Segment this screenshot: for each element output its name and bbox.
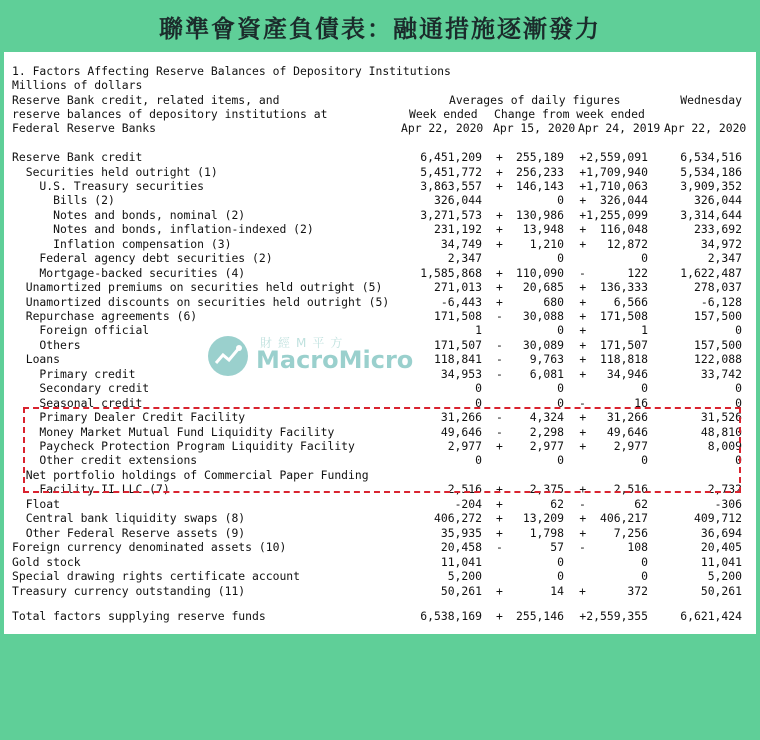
week-value: 11,041 [440, 554, 482, 569]
change-prev-year: +2,559,091 [579, 150, 648, 164]
total-change-prev-year: +2,559,355 [579, 609, 648, 623]
wednesday-value: 278,037 [693, 280, 742, 294]
change-prev-week: 13,209 [522, 511, 564, 526]
wednesday-value: 0 [735, 323, 742, 338]
table-row [4, 352, 756, 367]
wednesday-value: 157,500 [693, 308, 742, 323]
row-label: Float [12, 496, 61, 511]
week-value: 6,451,209 [420, 150, 482, 164]
change-prev-year: +1,709,940 [579, 164, 648, 179]
sign-1: + [496, 439, 503, 453]
table-row [4, 179, 756, 194]
table-row [4, 193, 756, 208]
header-label-line: Federal Reserve Banks [12, 121, 157, 135]
total-change-prev-week: 255,146 [515, 609, 564, 623]
change-prev-week: 256,233 [515, 164, 564, 179]
week-value: 2,516 [447, 482, 482, 497]
sign-1: + [496, 280, 503, 294]
change-prev-week: 2,375 [529, 482, 564, 497]
table-row [4, 208, 756, 223]
change-prev-year: + 406,217 [579, 511, 648, 526]
header-week-ended: Week ended [409, 107, 478, 121]
change-prev-week: 0 [557, 453, 564, 468]
week-value: 3,271,573 [420, 207, 482, 222]
sign-1: + [496, 207, 503, 222]
change-prev-year: + 116,048 [579, 222, 648, 237]
title-banner [0, 0, 760, 52]
row-label: Inflation compensation (3) [12, 236, 232, 251]
change-prev-year: + 2,516 [579, 482, 648, 497]
change-prev-week: 0 [557, 323, 564, 338]
table-row [4, 150, 756, 165]
table-row [4, 540, 756, 555]
row-label: Securities held outright (1) [12, 164, 218, 179]
week-value: 326,044 [433, 193, 482, 208]
change-prev-year: 122 [627, 265, 648, 280]
wednesday-value: 34,972 [700, 236, 742, 251]
week-value: 2,347 [447, 251, 482, 266]
change-prev-year: +1,255,099 [579, 207, 648, 222]
row-label: Foreign official [12, 323, 150, 338]
change-prev-week: 20,685 [522, 280, 564, 294]
change-prev-year: +1,710,063 [579, 178, 648, 193]
sign-1: - [496, 410, 503, 425]
week-value: 1 [475, 323, 482, 338]
header-averages: Averages of daily figures [449, 93, 621, 107]
wednesday-value: 0 [735, 453, 742, 468]
week-value: 5,451,772 [420, 164, 482, 179]
wednesday-value: 157,500 [693, 337, 742, 352]
change-prev-year: 372 [627, 583, 648, 598]
wednesday-value: 122,088 [693, 352, 742, 367]
change-prev-week: 146,143 [515, 178, 564, 193]
sign-1: + [496, 511, 503, 526]
row-label: Loans [12, 352, 61, 367]
week-value: 0 [475, 453, 482, 468]
row-label: Other Federal Reserve assets (9) [12, 525, 246, 540]
table-row [4, 222, 756, 237]
table-row [4, 367, 756, 382]
wednesday-value: 50,261 [700, 583, 742, 598]
row-label: Foreign currency denominated assets (10) [12, 540, 287, 555]
table-row [4, 526, 756, 541]
table-row [4, 584, 756, 599]
change-prev-year: + 49,646 [579, 424, 648, 439]
week-value: 5,200 [447, 569, 482, 583]
change-prev-year: 16 [634, 395, 648, 410]
total-week-value: 6,538,169 [420, 609, 482, 623]
wednesday-value: -306 [714, 496, 742, 511]
wednesday-value: 409,712 [693, 511, 742, 526]
wednesday-value: 11,041 [700, 554, 742, 569]
sign-1: - [496, 366, 503, 381]
table-row [4, 280, 756, 295]
change-prev-week: 62 [550, 496, 564, 511]
week-value: 231,192 [433, 222, 482, 237]
change-prev-week: 6,081 [529, 366, 564, 381]
change-prev-year: 108 [627, 540, 648, 555]
week-value: 31,266 [440, 410, 482, 425]
table-row [4, 511, 756, 526]
change-prev-week: 255,189 [515, 150, 564, 164]
header-change-from: Change from week ended [494, 107, 645, 121]
change-prev-year: 0 [641, 381, 648, 396]
sign-1: + [496, 236, 503, 251]
table-row [4, 381, 756, 396]
table-row [4, 338, 756, 353]
change-prev-year: 0 [641, 569, 648, 583]
table-row [4, 237, 756, 252]
change-prev-year: + 171,508 [579, 308, 648, 323]
wednesday-value: 0 [735, 381, 742, 396]
wednesday-value: -6,128 [700, 294, 742, 309]
week-value: 0 [475, 395, 482, 410]
row-label: Net portfolio holdings of Commercial Paper Funding [12, 467, 369, 482]
header-row-1 [4, 93, 756, 108]
wednesday-value: 20,405 [700, 540, 742, 555]
change-prev-year: + 171,507 [579, 337, 648, 352]
wednesday-value: 5,200 [707, 569, 742, 583]
change-prev-week: 0 [557, 554, 564, 569]
sign-1: + [496, 294, 503, 309]
change-prev-week: 130,986 [515, 207, 564, 222]
row-label: Unamortized premiums on securities held outright (5) [12, 280, 383, 294]
week-value: 34,749 [440, 236, 482, 251]
change-prev-year: + 34,946 [579, 366, 648, 381]
change-prev-year: 0 [641, 554, 648, 569]
week-value: 49,646 [440, 424, 482, 439]
week-value: 2,977 [447, 439, 482, 453]
sign-2: - [579, 265, 586, 280]
sign-1: - [496, 308, 503, 323]
row-label: Reserve Bank credit [12, 150, 143, 164]
header-row-3 [4, 121, 756, 136]
header-date-2: Apr 15, 2020 [493, 121, 576, 135]
page-title: 聯準會資產負債表：融通措施逐漸發力 [159, 14, 601, 43]
row-label: Primary credit [12, 366, 136, 381]
row-label: Secondary credit [12, 381, 150, 396]
change-prev-week: 1,210 [529, 236, 564, 251]
sign-1: + [496, 496, 503, 511]
change-prev-week: 30,088 [522, 308, 564, 323]
wednesday-value: 48,810 [700, 424, 742, 439]
change-prev-year: + 6,566 [579, 294, 648, 309]
wednesday-value: 6,534,516 [680, 150, 742, 164]
table-row [4, 266, 756, 281]
table-row [4, 309, 756, 324]
change-prev-week: 2,977 [529, 439, 564, 453]
row-label: Repurchase agreements (6) [12, 308, 198, 323]
watermark-brand-en: MacroMicro [256, 346, 414, 374]
row-label: Special drawing rights certificate account [12, 569, 301, 583]
section-title: 1. Factors Affecting Reserve Balances of Depository Institutions [12, 64, 451, 78]
header-date-4: Apr 22, 2020 [664, 121, 747, 135]
total-sign-1: + [496, 609, 503, 623]
change-prev-week: 110,090 [515, 265, 564, 280]
sign-2: - [579, 496, 586, 511]
sign-1: + [496, 482, 503, 497]
change-prev-week: 30,089 [522, 337, 564, 352]
row-label: Central bank liquidity swaps (8) [12, 511, 246, 526]
change-prev-year: 0 [641, 251, 648, 266]
sign-1: + [496, 164, 503, 179]
header-wednesday: Wednesday [680, 93, 742, 107]
units-row [4, 78, 756, 93]
row-label: Notes and bonds, nominal (2) [12, 207, 246, 222]
change-prev-year: + 12,872 [579, 236, 648, 251]
week-value: 34,953 [440, 366, 482, 381]
table-row [4, 569, 756, 584]
table-row [4, 165, 756, 180]
wednesday-value: 3,909,352 [680, 178, 742, 193]
week-value: -6,443 [440, 294, 482, 309]
total-wednesday-value: 6,621,424 [680, 609, 742, 623]
wednesday-value: 1,622,487 [680, 265, 742, 280]
sign-2: - [579, 395, 586, 410]
week-value: 171,508 [433, 308, 482, 323]
sign-1: + [496, 222, 503, 237]
units-label: Millions of dollars [12, 78, 143, 92]
row-label: U.S. Treasury securities [12, 178, 205, 193]
week-value: 0 [475, 381, 482, 396]
change-prev-week: 0 [557, 251, 564, 266]
sign-2: + [579, 583, 586, 598]
wednesday-value: 0 [735, 395, 742, 410]
change-prev-week: 9,763 [529, 352, 564, 367]
row-label: Treasury currency outstanding (11) [12, 583, 246, 598]
week-value: 35,935 [440, 525, 482, 540]
highlight-box [23, 407, 741, 493]
week-value: 50,261 [440, 583, 482, 598]
sign-1: + [496, 150, 503, 164]
section-title-row [4, 64, 756, 79]
wednesday-value: 233,692 [693, 222, 742, 237]
change-prev-year: + 31,266 [579, 410, 648, 425]
sign-1: - [496, 337, 503, 352]
watermark-brand-cn: 財經M平方 [260, 336, 349, 350]
header-label-line: reserve balances of depository institutions at [12, 107, 328, 121]
wednesday-value: 326,044 [693, 193, 742, 208]
change-prev-year: + 118,818 [579, 352, 648, 367]
balance-sheet-table [4, 52, 756, 634]
row-label: Others [12, 337, 81, 352]
change-prev-week: 13,948 [522, 222, 564, 237]
change-prev-year: 0 [641, 453, 648, 468]
row-label: Seasonal credit [12, 395, 143, 410]
header-date-3: Apr 24, 2019 [578, 121, 661, 135]
total-row [4, 609, 756, 624]
row-label: Paycheck Protection Program Liquidity Facility [12, 439, 355, 453]
wednesday-value: 8,009 [707, 439, 742, 453]
header-date-1: Apr 22, 2020 [401, 121, 484, 135]
row-label: Gold stock [12, 554, 81, 569]
header-label-line: Reserve Bank credit, related items, and [12, 93, 280, 107]
table-row [4, 251, 756, 266]
row-label: Bills (2) [12, 193, 115, 208]
week-value: 1,585,868 [420, 265, 482, 280]
table-row [4, 497, 756, 512]
row-label: Other credit extensions [12, 453, 198, 468]
week-value: 20,458 [440, 540, 482, 555]
wednesday-value: 33,742 [700, 366, 742, 381]
sign-1: + [496, 265, 503, 280]
change-prev-year: + 2,977 [579, 439, 648, 453]
wednesday-value: 3,314,644 [680, 207, 742, 222]
total-label: Total factors supplying reserve funds [12, 609, 266, 623]
change-prev-week: 0 [557, 569, 564, 583]
change-prev-week: 1,798 [529, 525, 564, 540]
row-label: Primary Dealer Credit Facility [12, 410, 246, 425]
week-value: 406,272 [433, 511, 482, 526]
row-label: Money Market Mutual Fund Liquidity Facility [12, 424, 335, 439]
wednesday-value: 2,347 [707, 251, 742, 266]
sign-2: - [579, 540, 586, 555]
row-label: Federal agency debt securities (2) [12, 251, 273, 266]
change-prev-week: 0 [557, 381, 564, 396]
change-prev-week: 2,298 [529, 424, 564, 439]
table-row [4, 295, 756, 310]
week-value: 271,013 [433, 280, 482, 294]
change-prev-week: 14 [550, 583, 564, 598]
sign-1: + [496, 525, 503, 540]
sign-1: - [496, 540, 503, 555]
wednesday-value: 2,732 [707, 482, 742, 497]
sign-1: + [496, 178, 503, 193]
sign-1: - [496, 352, 503, 367]
sign-1: + [496, 583, 503, 598]
change-prev-week: 680 [543, 294, 564, 309]
week-value: 118,841 [433, 352, 482, 367]
change-prev-year: + 1 [579, 323, 648, 338]
change-prev-year: + 7,256 [579, 525, 648, 540]
week-value: -204 [454, 496, 482, 511]
change-prev-week: 4,324 [529, 410, 564, 425]
row-label: Facility II LLC (7) [12, 482, 170, 497]
change-prev-year: + 326,044 [579, 193, 648, 208]
table-row [4, 555, 756, 570]
row-label: Unamortized discounts on securities held outright (5) [12, 294, 390, 309]
table-row [4, 323, 756, 338]
change-prev-week: 57 [550, 540, 564, 555]
row-label: Notes and bonds, inflation-indexed (2) [12, 222, 314, 237]
wednesday-value: 31,526 [700, 410, 742, 425]
wednesday-value: 5,534,186 [680, 164, 742, 179]
change-prev-week: 0 [557, 193, 564, 208]
change-prev-week: 0 [557, 395, 564, 410]
change-prev-year: + 136,333 [579, 280, 648, 294]
week-value: 3,863,557 [420, 178, 482, 193]
sign-1: - [496, 424, 503, 439]
week-value: 171,507 [433, 337, 482, 352]
row-label: Mortgage-backed securities (4) [12, 265, 246, 280]
change-prev-year: 62 [634, 496, 648, 511]
header-row-2 [4, 107, 756, 122]
wednesday-value: 36,694 [700, 525, 742, 540]
